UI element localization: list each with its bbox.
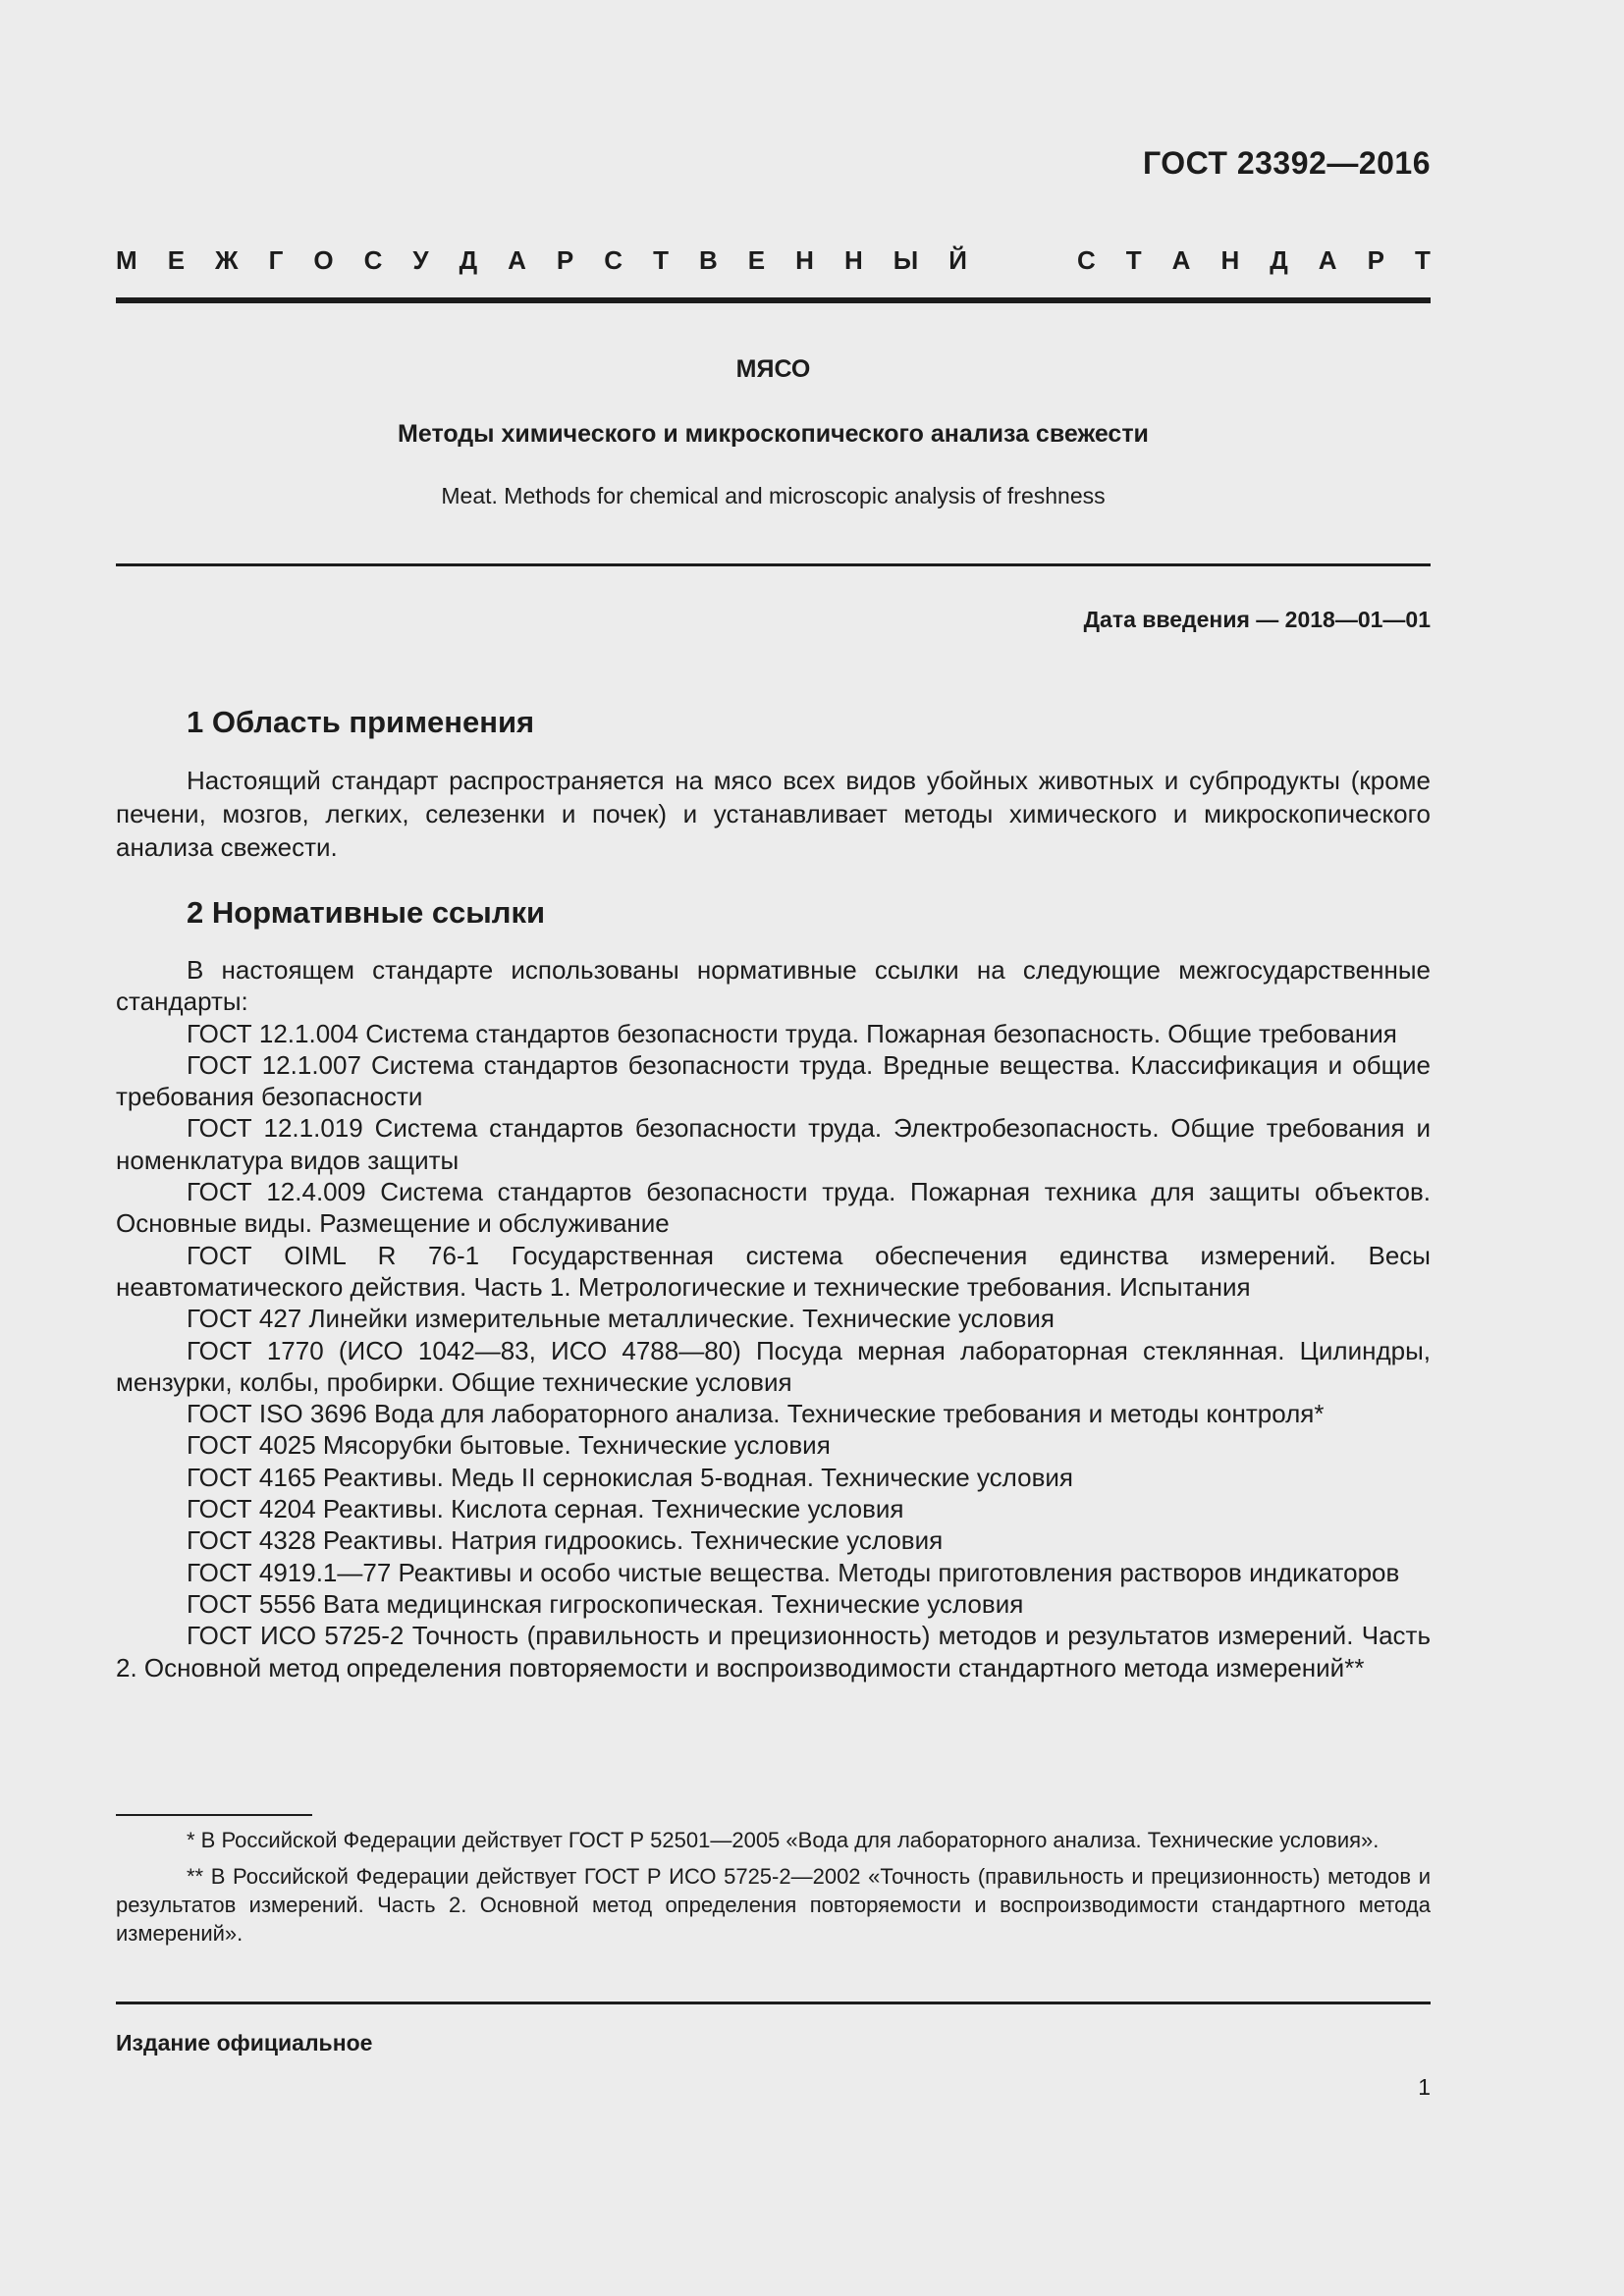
document-english-title: Meat. Methods for chemical and microscopic analysis of freshness (441, 483, 1106, 508)
reference-item: ГОСТ 4328 Реактивы. Натрия гидроокись. Технические условия (187, 1525, 944, 1556)
banner-letter: С (1076, 245, 1096, 275)
page-number: 1 (1418, 2074, 1431, 2100)
standard-type-banner (116, 245, 1431, 276)
banner-letter: А (508, 245, 526, 275)
reference-item: ГОСТ ИСО 5725-2 Точность (правильность и прецизионность) методов и результатов измерений. Часть 2. Основной метод определения повторяемости и воспроизводимости стандартного метода измерений** (116, 1621, 1431, 1682)
section-1-paragraph: Настоящий стандарт распространяется на мясо всех видов убойных животных и субпродукты (кроме печени, мозгов, легких, селезенки и почек) и устанавливает методы химического и микроскопического анализа свежести. (116, 766, 1431, 862)
banner-letter: Е (167, 245, 186, 275)
header-divider (116, 297, 1431, 303)
banner-letter: Ж (215, 245, 239, 275)
banner-letter: Т (653, 245, 669, 275)
reference-item: ГОСТ 12.4.009 Система стандартов безопасности труда. Пожарная техника для защиты объектов. Основные виды. Размещение и обслуживание (116, 1177, 1431, 1239)
banner-letter: Д (459, 245, 478, 275)
reference-item: ГОСТ 427 Линейки измерительные металлические. Технические условия (187, 1304, 1055, 1334)
banner-letter: О (313, 245, 334, 275)
banner-word-gap (998, 245, 1047, 276)
footnote-item: * В Российской Федерации действует ГОСТ Р 52501—2005 «Вода для лабораторного анализа. Технические условия». (187, 1828, 1380, 1852)
reference-item: ГОСТ 12.1.007 Система стандартов безопасности труда. Вредные вещества. Классификация и общие требования безопасности (116, 1049, 1431, 1112)
banner-letter: С (363, 245, 383, 275)
footnote-separator (116, 1814, 312, 1816)
banner-letter: А (1318, 245, 1337, 275)
banner-letter: Р (556, 245, 574, 275)
reference-item: ГОСТ OIML R 76-1 Государственная система обеспечения единства измерений. Весы неавтоматического действия. Часть 1. Метрологические и технические требования. Испытания (116, 1240, 1431, 1302)
banner-letter: Ы (893, 245, 919, 275)
reference-item: ГОСТ 4919.1—77 Реактивы и особо чистые вещества. Методы приготовления растворов индикаторов (187, 1557, 1400, 1587)
edition-label: Издание официальное (116, 2030, 373, 2056)
section-2-body (116, 954, 1431, 1683)
introduction-date: Дата введения — 2018—01—01 (1083, 607, 1431, 632)
reference-item: ГОСТ 4165 Реактивы. Медь II сернокислая 5-водная. Технические условия (187, 1462, 1073, 1492)
banner-letter: Н (795, 245, 814, 275)
section-2-intro: В настоящем стандарте использованы нормативные ссылки на следующие межгосударственные стандарты: (116, 955, 1431, 1017)
banner-letter: Г (268, 245, 284, 275)
document-number: ГОСТ 23392—2016 (1142, 145, 1431, 181)
banner-letter: В (698, 245, 718, 275)
banner-letter: Т (1414, 245, 1431, 275)
reference-item: ГОСТ 5556 Вата медицинская гигроскопическая. Технические условия (187, 1588, 1024, 1619)
reference-item: ГОСТ ISO 3696 Вода для лабораторного анализа. Технические требования и методы контроля* (187, 1399, 1325, 1429)
section-1-body (116, 764, 1431, 864)
section-2-heading: 2 Нормативные ссылки (187, 895, 546, 930)
banner-letter: С (604, 245, 623, 275)
reference-item: ГОСТ 12.1.019 Система стандартов безопасности труда. Электробезопасность. Общие требования и номенклатура видов защиты (116, 1113, 1431, 1175)
footnotes (116, 1826, 1431, 1955)
reference-item: ГОСТ 4025 Мясорубки бытовые. Технические условия (187, 1430, 831, 1461)
document-title: МЯСО (735, 355, 811, 383)
document-page (116, 0, 1431, 2296)
banner-letter: Е (747, 245, 766, 275)
banner-letter: Н (1220, 245, 1240, 275)
banner-letter: Д (1270, 245, 1288, 275)
banner-letter: Й (948, 245, 967, 275)
footer-divider (116, 2002, 1431, 2004)
reference-item: ГОСТ 1770 (ИСО 1042—83, ИСО 4788—80) Посуда мерная лабораторная стеклянная. Цилиндры, мензурки, колбы, пробирки. Общие технические условия (116, 1335, 1431, 1397)
reference-item: ГОСТ 4204 Реактивы. Кислота серная. Технические условия (187, 1494, 904, 1524)
banner-letter: А (1171, 245, 1191, 275)
reference-item: ГОСТ 12.1.004 Система стандартов безопасности труда. Пожарная безопасность. Общие требования (187, 1018, 1397, 1048)
section-1-heading: 1 Область применения (187, 705, 535, 739)
footnote-item: ** В Российской Федерации действует ГОСТ Р ИСО 5725-2—2002 «Точность (правильность и прецизионность) методов и результатов измерений. Часть 2. Основной метод определения повторяемости и воспроизводимости стандартного метода измерений». (116, 1864, 1431, 1946)
title-divider (116, 563, 1431, 566)
banner-letter: Р (1367, 245, 1384, 275)
banner-letter: У (412, 245, 429, 275)
banner-letter: Т (1125, 245, 1142, 275)
banner-letter: М (116, 245, 137, 275)
banner-letter: Н (843, 245, 863, 275)
document-subtitle: Методы химического и микроскопического анализа свежести (398, 420, 1149, 448)
